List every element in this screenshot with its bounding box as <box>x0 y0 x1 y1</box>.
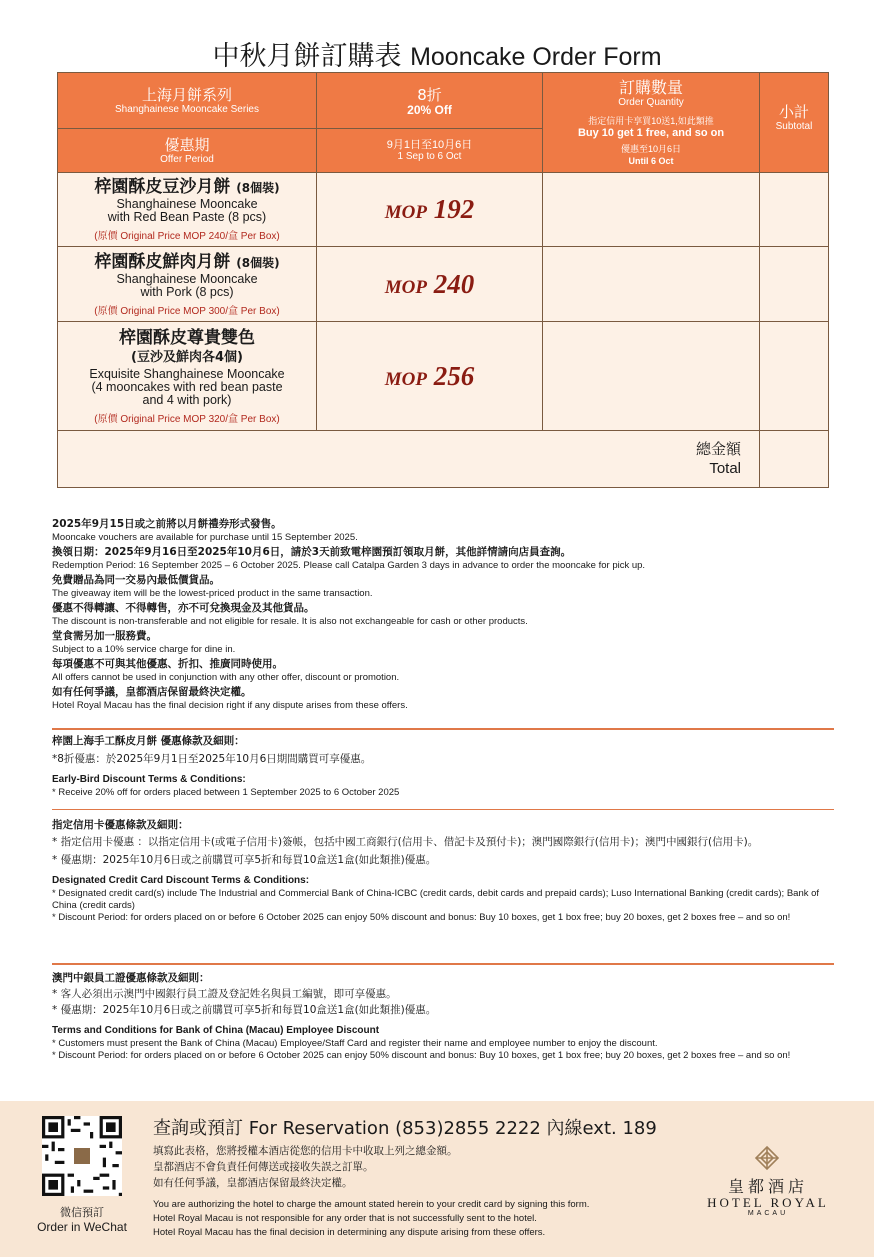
product-cell: 梓園酥皮尊貴雙色 (豆沙及鮮肉各4個) Exquisite Shanghainese Mooncake (4 mooncakes with red bean paste and 4 with pork) (原價 Original Price MOP 320/盒 Per Box) <box>58 322 317 431</box>
product-row <box>58 322 829 431</box>
discount-header: 8折 20% Off <box>317 73 543 129</box>
order-table <box>57 72 829 488</box>
total-label: 總金額 Total <box>58 431 760 488</box>
quantity-input-cell[interactable] <box>543 247 760 322</box>
product-cell: 梓園酥皮豆沙月餅 (8個裝) Shanghainese Mooncake with Red Bean Paste (8 pcs) (原價 Original Price MOP 240/盒 Per Box) <box>58 173 317 247</box>
boc-terms: 澳門中銀員工證優惠條款及細則： * 客人必須出示澳門中國銀行員工證及登記姓名與員工編號，即可享優惠。 * 優惠期：2025年10月6日或之前購買可享5折和每買10盒送1盒(如此類推)優惠。 Terms and Conditions for Bank of China (Macau) Employee Discount * Customers must present the Bank of China (Macau) Employee/Staff Card and register their name and employee number to enjoy the discount. * Discount Period: for orders placed on or before 6 October 2025 can enjoy 50% discount and bonus: Buy 10 boxes, get 1 box free; buy 20 boxes, get 2 boxes free – and so on! <box>52 972 791 1061</box>
credit-card-terms: 指定信用卡優惠條款及細則： * 指定信用卡優惠 ：以指定信用卡(或電子信用卡)簽帳，包括中國工商銀行(信用卡、借記卡及預付卡)；澳門國際銀行(信用卡)；澳門中國銀行(信用卡)。 * 優惠期：2025年10月6日或之前購買可享5折和每買10盒送1盒(如此類推)優惠。 Designated Credit Card Discount Terms & Conditions: * Designated credit card(s) include The Industrial and Commercial Bank of China-ICBC (credit cards, debit cards and prepaid cards); Luso International Banking (credit cards); Bank of China (credit cards) * Discount Period: for orders placed on or before 6 October 2025 can enjoy 50% discount and bonus: Buy 10 boxes, get 1 box free; buy 20 boxes, get 2 boxes free – and so on! <box>52 819 820 923</box>
early-bird-terms: 梓園上海手工酥皮月餅 優惠條款及細則： *8折優惠：於2025年9月1日至2025年10月6日期間購買可享優惠。 Early-Bird Discount Terms & Conditions: * Receive 20% off for orders placed between 1 September 2025 to 6 October 2025 <box>52 735 400 798</box>
authorization-en: You are authorizing the hotel to charge the amount stated herein to your credit card by signing this form. Hotel Royal Macau is not responsible for any order that is not successfully sent to the hotel. Hotel Royal Macau has the final decision in determining any dispute arising from these offers. <box>153 1199 590 1238</box>
product-row <box>58 173 829 247</box>
general-notes: 2025年9月15日或之前將以月餅禮券形式發售。 Mooncake vouchers are available for purchase until 15 September 2025. 換領日期：2025年9月16日至2025年10月6日，請於3天前致電梓園預訂領取月餅，其他詳情請向店員查詢。 Redemption Period: 16 September 2025 – 6 October 2025. Please call Catalpa Garden 3 days in advance to order the mooncake for pick up. 免費贈品為同一交易內最低價貨品。 The giveaway item will be the lowest-priced product in the same transaction. 優惠不得轉讓、不得轉售，亦不可兌換現金及其他貨品。 The discount is non-transferable and not eligible for resale. It is also not exchangeable for cash or other products. 堂食需另加一服務費。 Subject to a 10% service charge for dine in. 每項優惠不可與其他優惠、折扣、推廣同時使用。 All offers cannot be used in conjunction with any other offer, discount or promotion. 如有任何爭議，皇都酒店保留最終決定權。 Hotel Royal Macau has the final decision right if any dispute arises from these offers. <box>52 518 646 711</box>
reservation-title: 查詢或預訂 For Reservation (853)2855 2222 內線ext. 189 <box>153 1118 657 1139</box>
offer-period-label: 優惠期 Offer Period <box>58 129 317 173</box>
wechat-qr-code[interactable] <box>42 1116 122 1196</box>
price-cell: MOP 192 <box>317 173 543 247</box>
quantity-input-cell[interactable] <box>543 322 760 431</box>
quantity-header: 訂購數量 Order Quantity 指定信用卡享買10送1,如此類推 Buy 10 get 1 free, and so on 優惠至10月6日 Until 6 Oct <box>543 73 760 173</box>
price-cell: MOP 240 <box>317 247 543 322</box>
series-header: 上海月餅系列 Shanghainese Mooncake Series <box>58 73 317 129</box>
divider <box>52 963 834 965</box>
hotel-logo-en: HOTEL ROYAL <box>707 1195 829 1210</box>
divider <box>52 728 834 730</box>
wechat-label: 微信預訂 Order in WeChat <box>37 1206 127 1234</box>
title-en: Mooncake Order Form <box>410 43 662 71</box>
divider <box>52 809 834 810</box>
product-cell: 梓園酥皮鮮肉月餅 (8個裝) Shanghainese Mooncake with Pork (8 pcs) (原價 Original Price MOP 300/盒 Per Box) <box>58 247 317 322</box>
hotel-logo-zh: 皇都酒店 <box>727 1177 808 1196</box>
subtotal-cell[interactable] <box>760 247 829 322</box>
page-title <box>0 34 874 73</box>
offer-period-dates: 9月1日至10月6日 1 Sep to 6 Oct <box>317 129 543 173</box>
hotel-logo-sub: MACAU <box>747 1210 789 1217</box>
price-cell: MOP 256 <box>317 322 543 431</box>
hotel-logo-icon <box>754 1145 780 1171</box>
authorization-zh: 填寫此表格，您將授權本酒店從您的信用卡中收取上列之總金額。 皇都酒店不會負責任何傳送或接收失誤之訂單。 如有任何爭議，皇都酒店保留最終決定權。 <box>153 1145 458 1189</box>
subtotal-cell[interactable] <box>760 173 829 247</box>
title-zh: 中秋月餅訂購表 <box>212 41 402 72</box>
subtotal-header: 小計 Subtotal <box>760 73 829 173</box>
total-cell[interactable] <box>760 431 829 488</box>
quantity-input-cell[interactable] <box>543 173 760 247</box>
product-row <box>58 247 829 322</box>
subtotal-cell[interactable] <box>760 322 829 431</box>
